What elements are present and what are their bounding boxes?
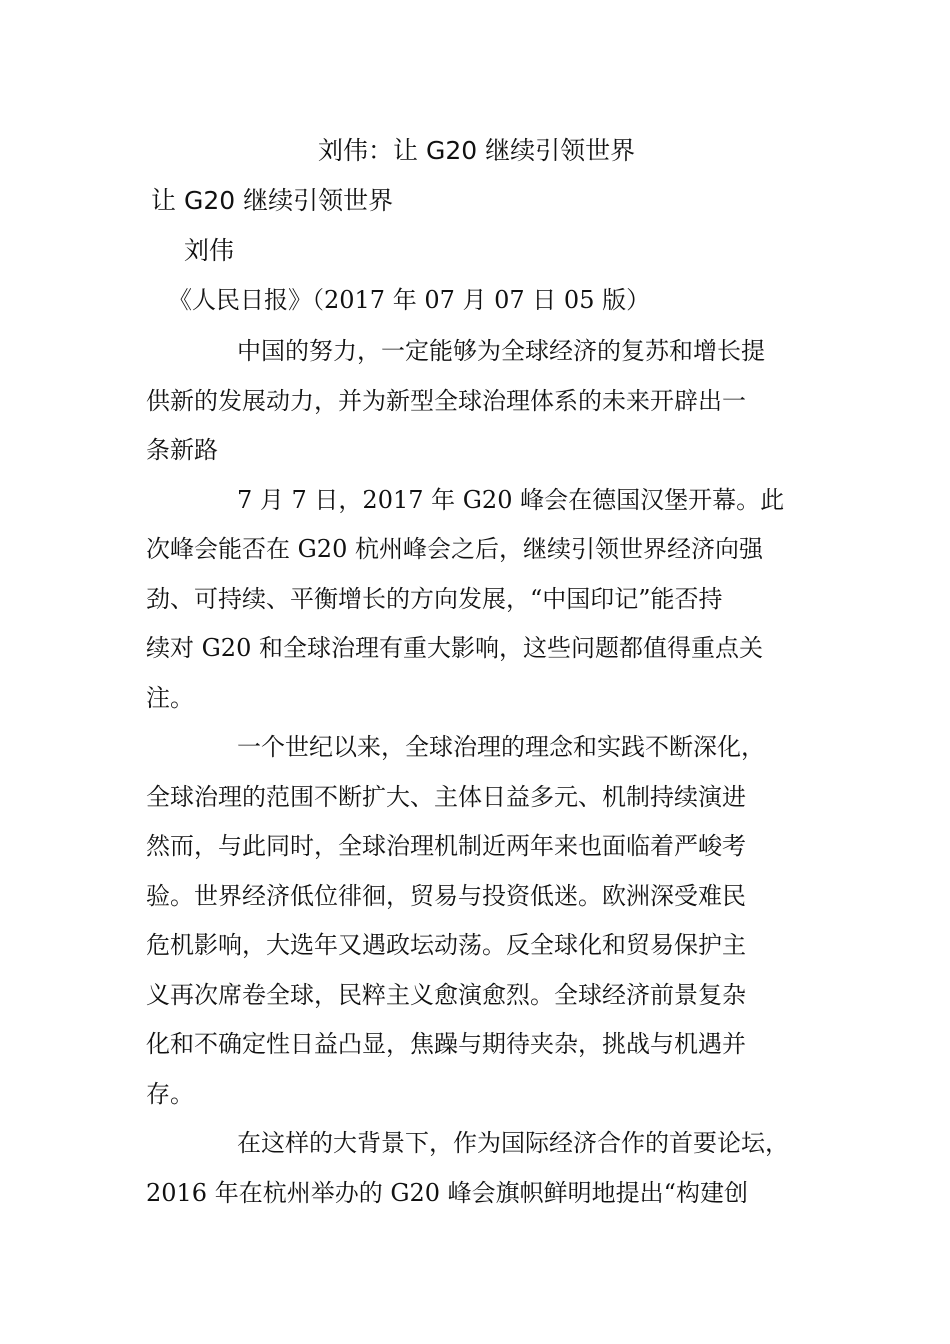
paragraph-line: 一个世纪以来，全球治理的理念和实践不断深化， <box>237 733 765 761</box>
paragraph-line: 在这样的大背景下，作为国际经济合作的首要论坛， <box>237 1129 789 1157</box>
document-subtitle: 让 G20 继续引领世界 <box>151 186 394 215</box>
paragraph-line: 续对 G20 和全球治理有重大影响，这些问题都值得重点关 <box>146 634 763 662</box>
paragraph-line: 然而，与此同时，全球治理机制近两年来也面临着严峻考 <box>146 832 746 860</box>
paragraph-line: 存。 <box>146 1080 194 1108</box>
author-name: 刘伟 <box>184 236 235 265</box>
paragraph-line: 劲、可持续、平衡增长的方向发展，“中国印记”能否持 <box>146 585 723 613</box>
paragraph-line: 危机影响，大选年又遇政坛动荡。反全球化和贸易保护主 <box>146 931 746 959</box>
paragraph-line: 全球治理的范围不断扩大、主体日益多元、机制持续演进 <box>146 783 746 811</box>
paragraph-line: 条新路 <box>146 436 218 464</box>
source-citation: 《人民日报》（2017 年 07 月 07 日 05 版） <box>168 286 651 314</box>
document-title: 刘伟：让 G20 继续引领世界 <box>318 136 636 165</box>
paragraph-line: 中国的努力，一定能够为全球经济的复苏和增长提 <box>237 337 765 365</box>
paragraph-line: 义再次席卷全球，民粹主义愈演愈烈。全球经济前景复杂 <box>146 981 746 1009</box>
paragraph-line: 供新的发展动力，并为新型全球治理体系的未来开辟出一 <box>146 387 746 415</box>
paragraph-line: 次峰会能否在 G20 杭州峰会之后，继续引领世界经济向强 <box>146 535 763 563</box>
paragraph-line: 7 月 7 日，2017 年 G20 峰会在德国汉堡开幕。此 <box>237 486 785 514</box>
paragraph-line: 注。 <box>146 684 194 712</box>
paragraph-line: 化和不确定性日益凸显，焦躁与期待夹杂，挑战与机遇并 <box>146 1030 746 1058</box>
paragraph-line: 验。世界经济低位徘徊，贸易与投资低迷。欧洲深受难民 <box>146 882 746 910</box>
paragraph-line: 2016 年在杭州举办的 G20 峰会旗帜鲜明地提出“构建创 <box>146 1179 748 1207</box>
